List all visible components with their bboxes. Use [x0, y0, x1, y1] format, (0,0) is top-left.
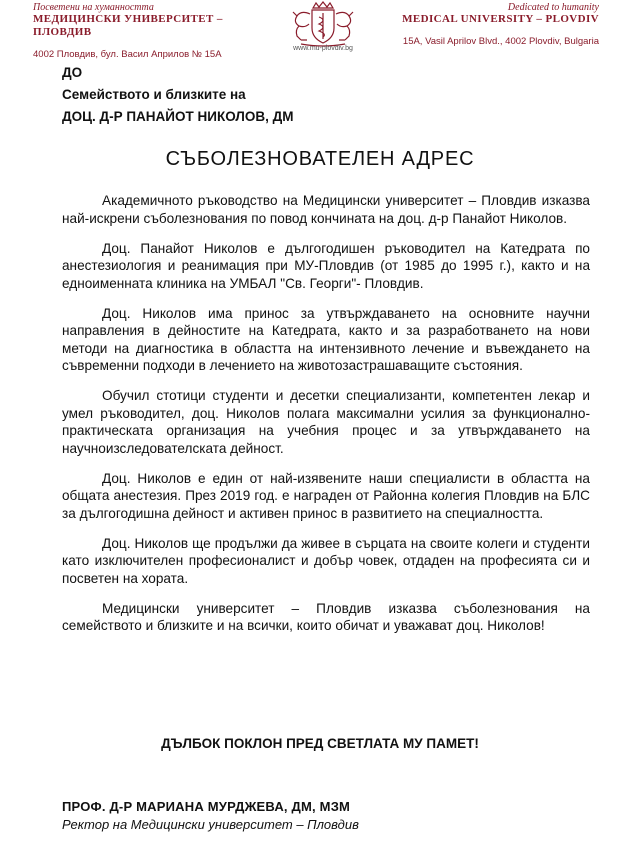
university-name-bg: МЕДИЦИНСКИ УНИВЕРСИТЕТ – ПЛОВДИВ — [33, 13, 223, 38]
signature-block — [62, 798, 582, 833]
paragraph: Доц. Николов е един от най-изявените наши специалисти в областта на общата анестезия. През 2019 год. е награден от Районна колегия Пловдив на БЛС за дългогодишна дейност и активен принос в развитието на специалността. — [62, 470, 590, 521]
university-name-en: MEDICAL UNIVERSITY – PLOVDIV — [402, 13, 599, 25]
letterhead — [0, 0, 640, 60]
closing-line: ДЪЛБОК ПОКЛОН ПРЕД СВЕТЛАТА МУ ПАМЕТ! — [161, 736, 479, 751]
recipient-to: ДО — [62, 65, 83, 80]
address-bg: 4002 Пловдив, бул. Васил Априлов № 15А — [33, 49, 222, 60]
tagline-en: Dedicated to humanity — [507, 2, 599, 13]
university-crest-icon — [283, 0, 363, 50]
letter-body — [62, 192, 590, 647]
paragraph: Доц. Николов ще продължи да живее в сърцата на своите колеги и студенти като изключителен професионалист и добър човек, отдаден на професията си и посветен на хората. — [62, 535, 590, 586]
paragraph: Доц. Панайот Николов е дългогодишен ръководител на Катедрата по анестезиология и реанимация при МУ-Пловдив (от 1985 до 1995 г.), както и на едноименната клиника на УМБАЛ "Св. Георги"- Пловдив. — [62, 240, 590, 291]
signatory-role: Ректор на Медицински университет – Пловдив — [62, 817, 359, 832]
address-en: 15A, Vasil Aprilov Blvd., 4002 Plovdiv, Bulgaria — [402, 36, 599, 47]
document-title: СЪБОЛЕЗНОВАТЕЛЕН АДРЕС — [165, 148, 475, 170]
recipient-block — [62, 62, 582, 128]
tagline-bg: Посветени на хуманността — [33, 2, 154, 13]
recipient-name: ДОЦ. Д-Р ПАНАЙОТ НИКОЛОВ, ДМ — [62, 109, 294, 124]
letterhead-left — [33, 2, 278, 60]
paragraph: Обучил стотици студенти и десетки специализанти, компетентен лекар и умел ръководител, доц. Николов полага максимални усилия за функционално-практическата организация на учебния процес и за утвърждаването на научноизследователската дейност. — [62, 388, 590, 456]
letterhead-right — [354, 2, 599, 47]
website-link[interactable]: www.mu-plovdiv.bg — [293, 45, 353, 52]
paragraph: Доц. Николов има принос за утвърждаването на основните научни направления в дейностите на Катедрата, както и за разработването на нови методи на диагностика в областта на интензивното лечение и въвеждането на съвременни подходи в лечението на животозастрашаващите състояния. — [62, 305, 590, 373]
paragraph: Академичното ръководство на Медицински университет – Пловдив изказва най-искрени съболезнования по повод кончината на доц. д-р Панайот Николов. — [62, 193, 590, 226]
recipient-family: Семейството и близките на — [62, 87, 246, 102]
signatory-name: ПРОФ. Д-Р МАРИАНА МУРДЖЕВА, ДМ, МЗМ — [62, 799, 351, 814]
paragraph: Медицински университет – Пловдив изказва съболезнования на семейството и близките и на всички, които обичат и уважават доц. Николов! — [62, 600, 590, 633]
